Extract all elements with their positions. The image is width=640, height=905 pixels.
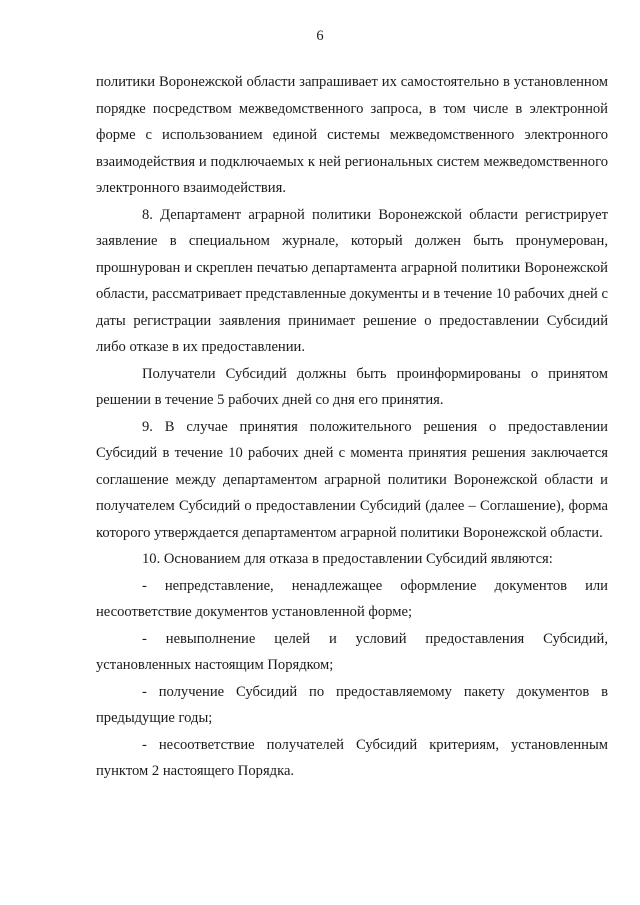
refusal-reason-3: - получение Субсидий по предоставляемому пакету документов в предыдущие годы;: [96, 683, 608, 726]
refusal-reason-1: - непредставление, ненадлежащее оформление документов или несоответствие документов установленной форме;: [96, 577, 608, 620]
paragraph-item-10: 10. Основанием для отказа в предоставлении Субсидий являются:: [142, 551, 553, 567]
refusal-reason-4: - несоответствие получателей Субсидий критериям, установленным пунктом 2 настоящего Порядка.: [96, 736, 608, 779]
document-body: [96, 69, 608, 785]
paragraph-item-9: 9. В случае принятия положительного решения о предоставлении Субсидий в течение 10 рабочих дней с момента принятия решения заключается соглашение между департаментом аграрной политики Воронежской области и получателем Субсидий о предоставлении Субсидий (далее – Соглашение), форма которого утверждается департаментом аграрной политики Воронежской области.: [96, 418, 608, 541]
paragraph-continuation: политики Воронежской области запрашивает их самостоятельно в установленном порядке посредством межведомственного запроса, в том числе в электронной форме с использованием единой системы межведомственного электронного взаимодействия и подключаемых к ней региональных систем межведомственного электронного взаимодействия.: [96, 74, 608, 196]
page-number: 6: [316, 28, 324, 44]
paragraph-item-8: 8. Департамент аграрной политики Воронежской области регистрирует заявление в специальном журнале, который должен быть пронумерован, прошнурован и скреплен печатью департамента аграрной политики Воронежской области, рассматривает представленные документы и в течение 10 рабочих дней с даты регистрации заявления принимает решение о предоставлении Субсидий либо отказе в их предоставлении.: [96, 206, 608, 355]
refusal-reason-2: - невыполнение целей и условий предоставления Субсидий, установленных настоящим Порядком;: [96, 630, 608, 673]
paragraph-notification: Получатели Субсидий должны быть проинформированы о принятом решении в течение 5 рабочих дней со дня его принятия.: [96, 365, 608, 408]
